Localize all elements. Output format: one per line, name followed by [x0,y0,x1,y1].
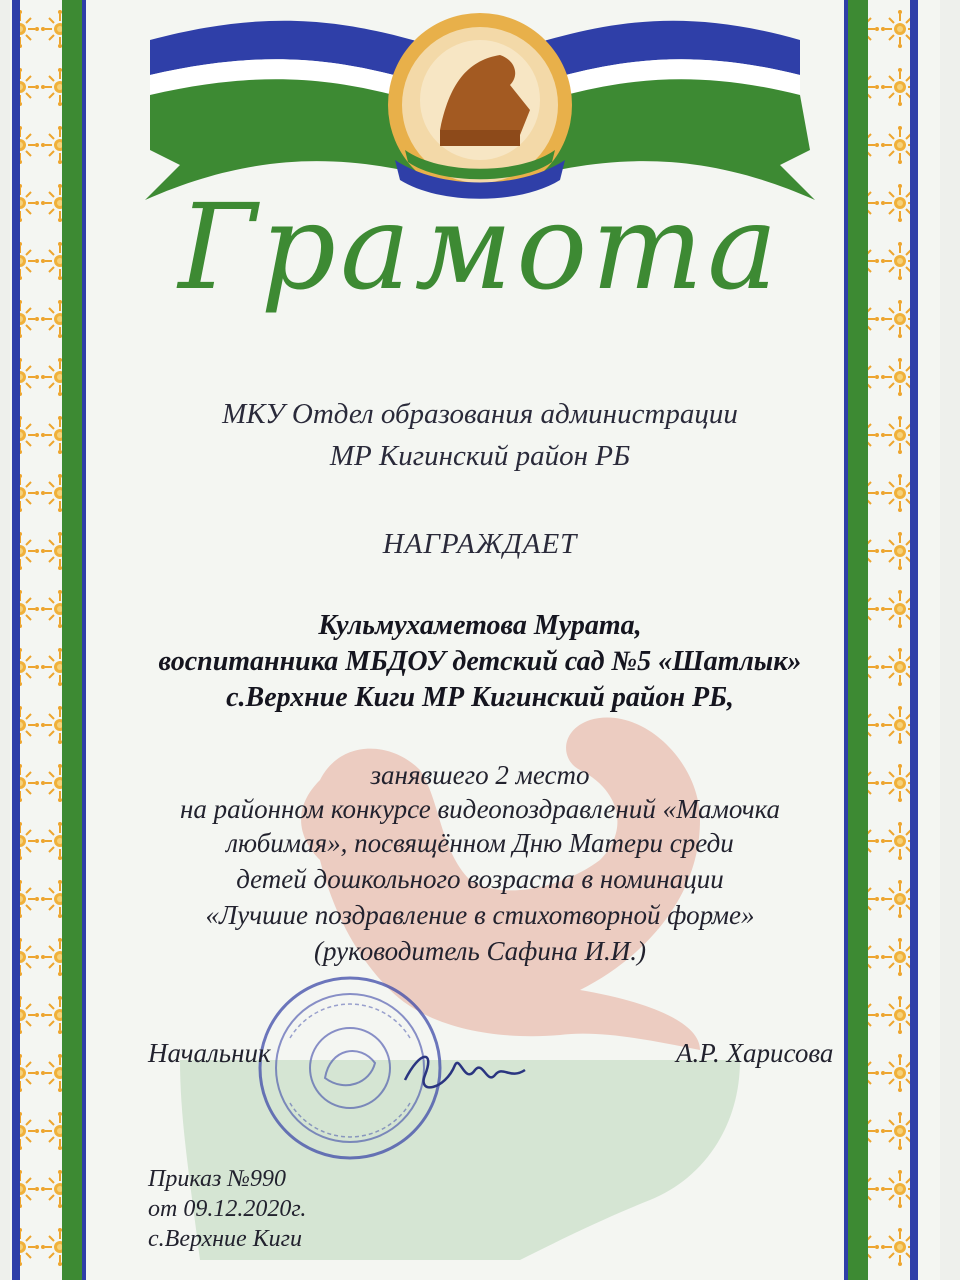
signature-icon [395,1030,535,1110]
reason-line-2: на районном конкурсе видеопоздравлений «Мамочка [179,794,781,824]
reason-line-4: детей дошкольного возраста в номинации [236,864,724,894]
reason-line-6: (руководитель Сафина И.И.) [313,936,646,966]
reason-line-1: занявшего 2 место [370,760,590,790]
order-number: Приказ №990 [148,1166,286,1192]
recipient-name: Кульмухаметова Мурата, [318,610,642,641]
recipient-institution: воспитанника МБДОУ детский сад №5 «Шатлык» [158,646,802,677]
bashkortostan-emblem-icon [388,13,572,199]
order-place: с.Верхние Киги [148,1226,302,1252]
recipient-location: с.Верхние Киги МР Кигинский район РБ, [226,682,734,713]
reason-line-3: любимая», посвящённом Дню Матери среди [226,828,734,858]
issuer-line-2: МР Кигинский район РБ [329,440,631,472]
issuer-line-1: МКУ Отдел образования администрации [222,398,738,430]
signatory-name: А.Р. Харисова [676,1038,834,1068]
order-date: от 09.12.2020г. [148,1196,307,1222]
document-title: Грамота [178,178,782,316]
reason-line-5: «Лучшие поздравление в стихотворной форме» [205,900,755,930]
signatory-position: Начальник [148,1038,271,1068]
award-verb: НАГРАЖДАЕТ [382,528,578,560]
